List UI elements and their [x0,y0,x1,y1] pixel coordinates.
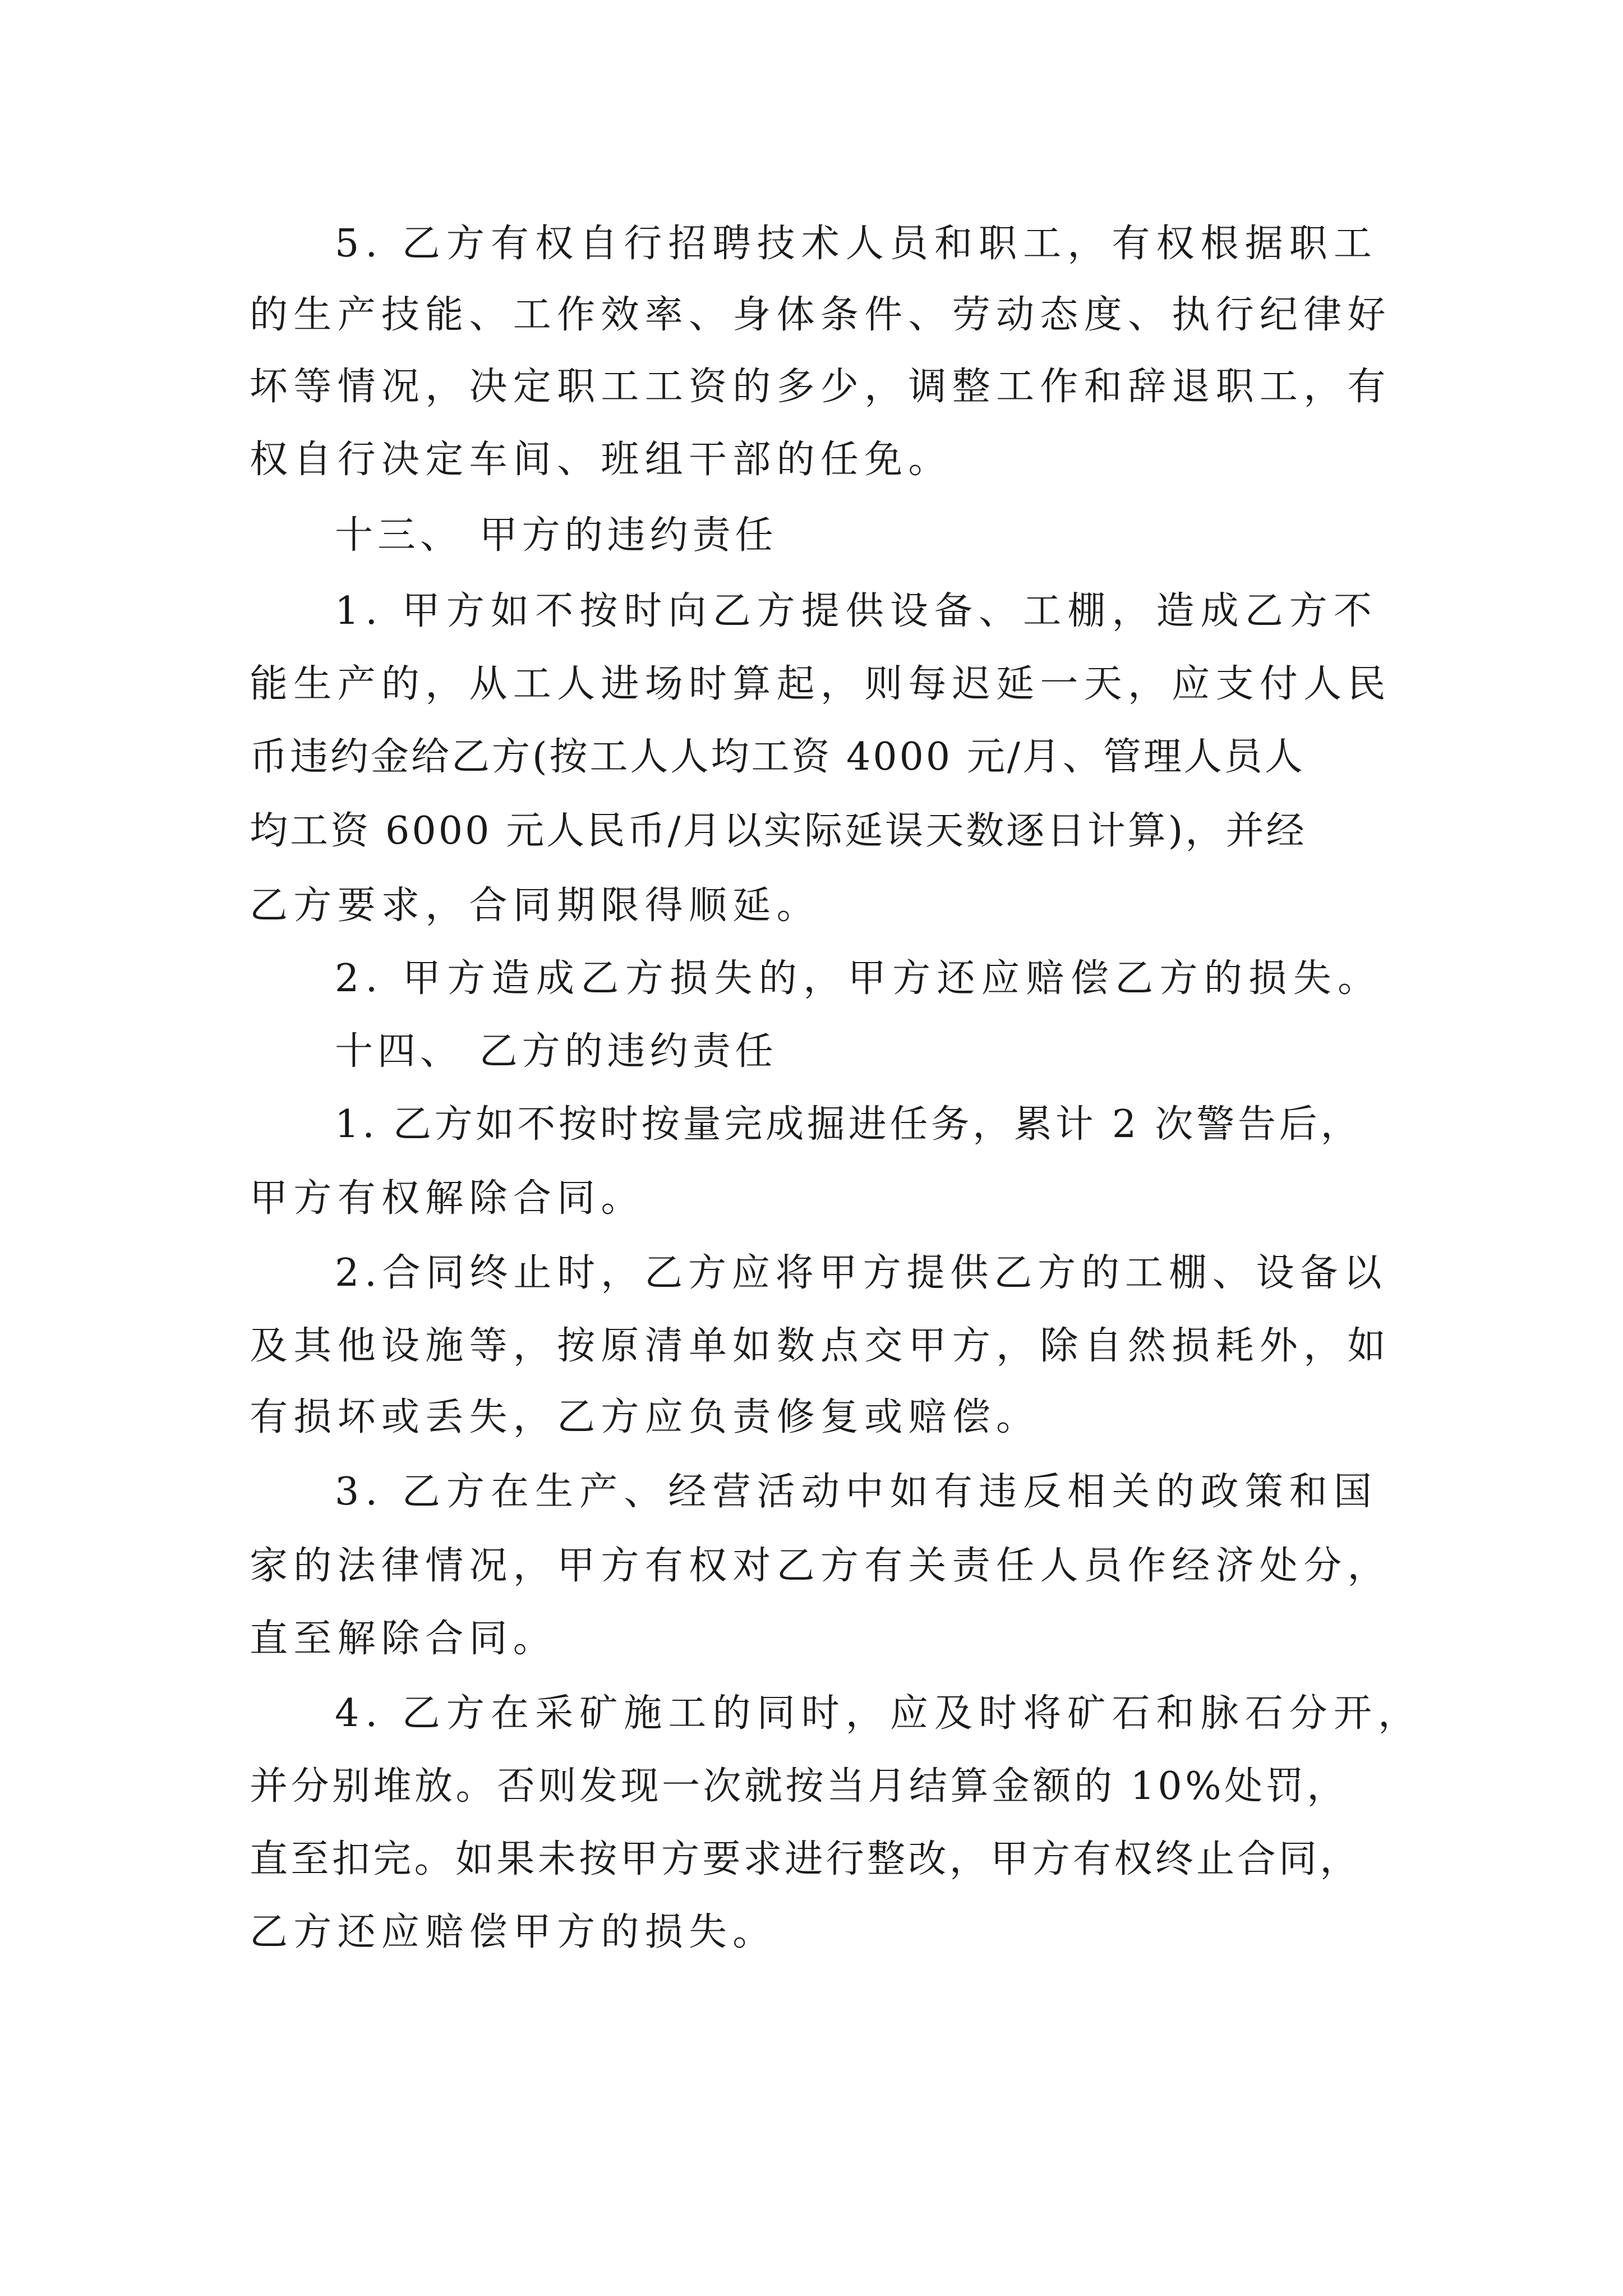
text-line: 家的法律情况，甲方有权对乙方有关责任人员作经济处分， [250,1544,1391,1588]
text-line: 并分别堆放。否则发现一次就按当月结算金额的 10%处罚， [250,1764,1348,1809]
text-line: 3. 乙方在生产、经营活动中如有违反相关的政策和国 [335,1470,1378,1514]
text-line: 1. 甲方如不按时向乙方提供设备、工棚，造成乙方不 [335,589,1378,633]
text-line: 权自行决定车间、班组干部的任免。 [250,438,952,482]
text-line: 5. 乙方有权自行招聘技术人员和职工，有权根据职工 [335,222,1378,266]
text-line: 及其他设施等，按原清单如数点交甲方，除自然损耗外，如 [250,1324,1391,1368]
text-line: 2. 甲方造成乙方损失的，甲方还应赔偿乙方的损失。 [335,956,1382,1001]
text-line: 甲方有权解除合同。 [250,1176,645,1221]
section-heading: 十三、 甲方的违约责任 [335,513,778,558]
text-line: 乙方还应赔偿甲方的损失。 [250,1910,777,1954]
text-line: 2.合同终止时，乙方应将甲方提供乙方的工棚、设备以 [335,1251,1387,1295]
text-line: 币违约金给乙方(按工人人均工资 4000 元/月、管理人员人 [250,735,1305,779]
text-line: 直至解除合同。 [250,1617,557,1661]
text-line: 能生产的，从工人进场时算起，则每迟延一天，应支付人民 [250,662,1391,706]
text-line: 乙方要求，合同期限得顺延。 [250,884,820,928]
text-line: 的生产技能、工作效率、身体条件、劳动态度、执行纪律好 [250,293,1391,337]
text-line: 均工资 6000 元人民币/月以实际延误天数逐日计算)，并经 [250,809,1307,853]
text-line: 有损坏或丢失，乙方应负责修复或赔偿。 [250,1395,1040,1439]
section-heading: 十四、 乙方的违约责任 [335,1029,778,1074]
text-line: 1. 乙方如不按时按量完成掘进任务，累计 2 次警告后， [335,1102,1362,1147]
text-line: 直至扣完。如果未按甲方要求进行整改，甲方有权终止合同， [250,1837,1361,1881]
text-line: 4. 乙方在采矿施工的同时，应及时将矿石和脉石分开， [335,1691,1423,1736]
text-line: 坏等情况，决定职工工资的多少，调整工作和辞退职工，有 [250,365,1391,409]
